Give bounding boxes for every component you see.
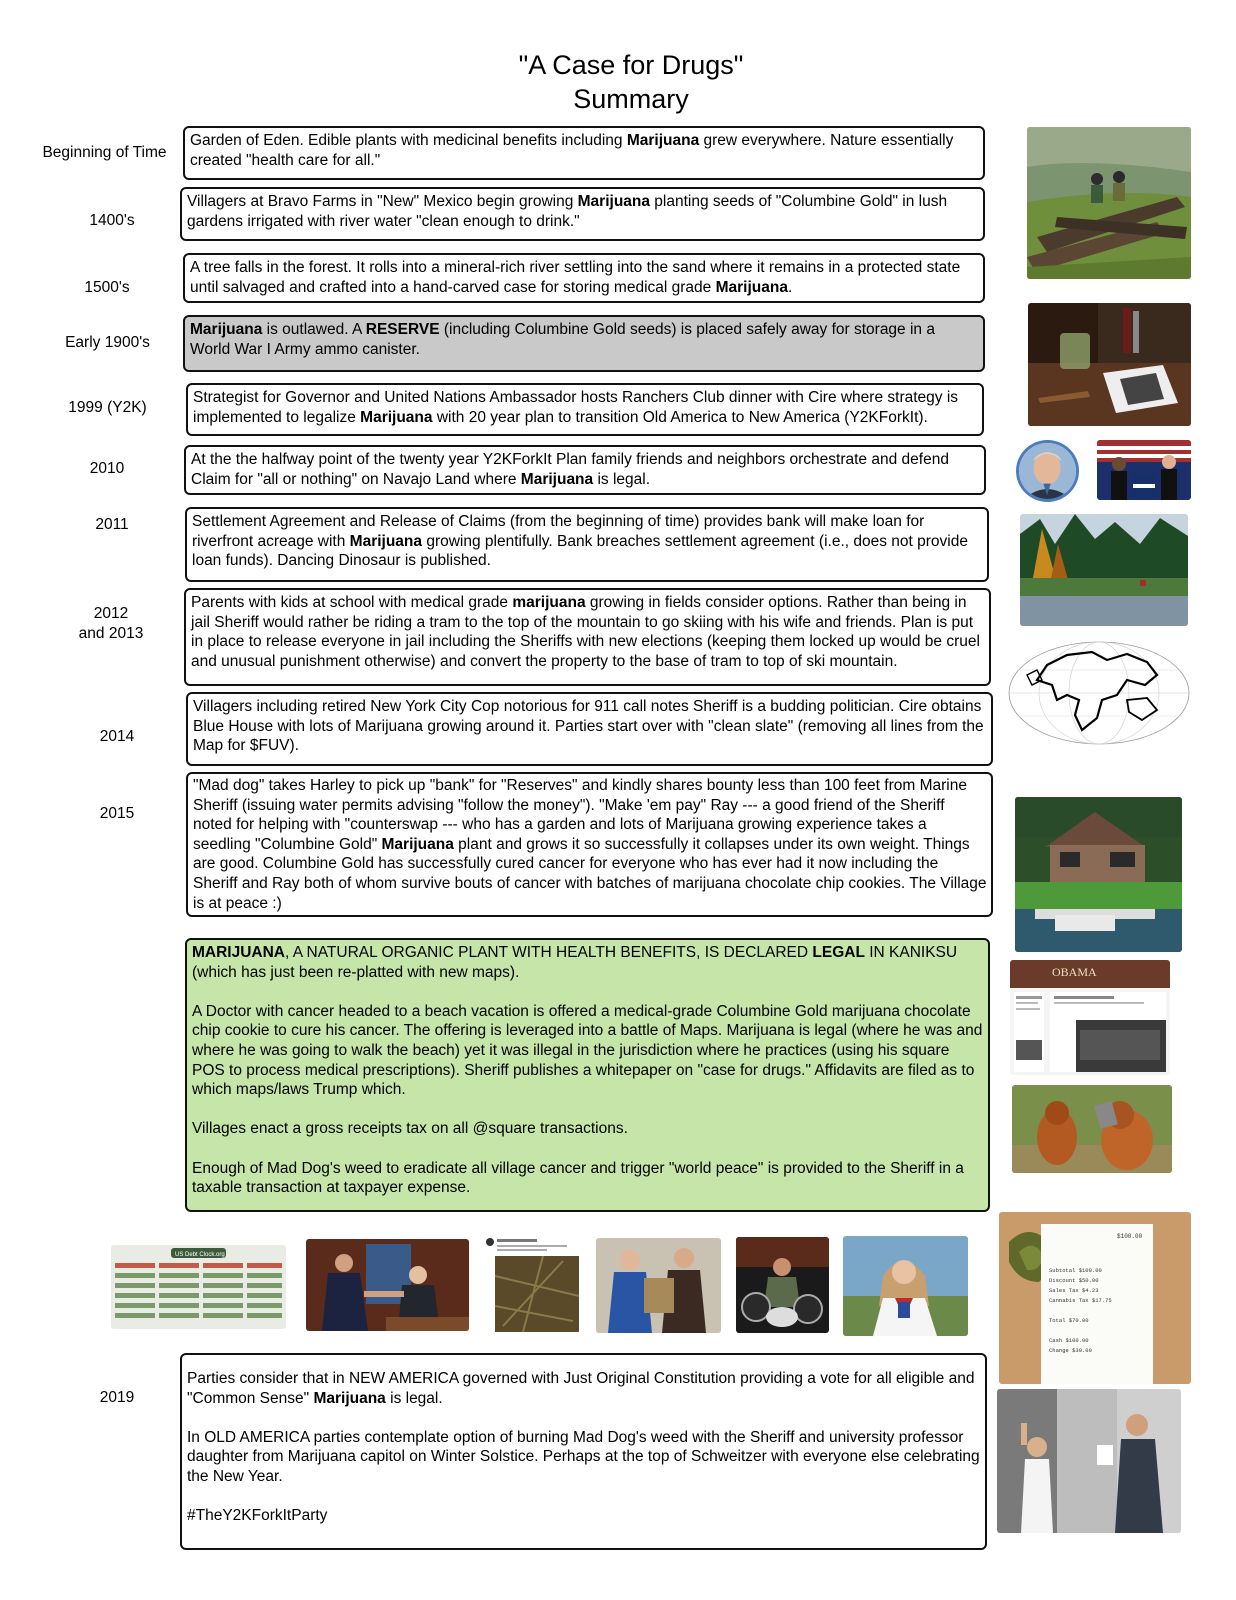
text-segment: "Mad dog" takes Harley to pick up "bank" for "Reserves" and kindly shares bounty less than 100 feet from Marine Sheriff (issuing water permits advising "follow the money"). "Make 'em pay" Ray --- a good friend of the Sheriff noted for helping with "counterswap --- who has a garden and lots of Marijuana growing experience takes a seedling "Columbine Gold" — [193, 777, 967, 853]
timeline-label: 2014 — [99, 728, 135, 745]
entry-text — [192, 512, 983, 571]
entry-text — [190, 258, 979, 297]
text-segment: planting seeds of "Columbine Gold" in lush gardens irrigated with river water "clean enough to drink." — [187, 193, 948, 230]
legal-declaration-box — [185, 938, 990, 1212]
timeline-entry-box — [186, 383, 984, 436]
bold-keyword: Marijuana — [381, 835, 454, 853]
autumn-lake-photo — [1020, 514, 1188, 626]
receipt-line: Sales Tax $4.23 — [1049, 1287, 1099, 1294]
text-segment: Settlement Agreement and Release of Claims (from the beginning of time) provides bank will make loan for riverfront acreage with — [192, 513, 925, 550]
bold-keyword: LEGAL — [812, 944, 865, 961]
receipt-line: Total $70.00 — [1049, 1317, 1089, 1324]
paragraph — [192, 1002, 984, 1100]
receipt-line: $100.00 — [1117, 1233, 1143, 1240]
timeline-entry-box — [184, 588, 991, 686]
timeline-entry-box — [183, 126, 985, 180]
text-segment: Strategist for Governor and United Nations Ambassador hosts Ranchers Club dinner with Cire where strategy is implemented to legalize — [193, 389, 959, 426]
text-segment: . — [787, 278, 793, 296]
paragraph — [192, 1159, 984, 1198]
bold-keyword: Marijuana — [360, 408, 433, 426]
river-logs-photo — [1027, 127, 1191, 279]
world-map-outline-drawing — [1007, 640, 1191, 746]
bold-keyword: Marijuana — [715, 278, 788, 296]
twitter-brush-screenshot — [483, 1236, 581, 1332]
timeline-label: 2015 — [99, 805, 135, 822]
entry-text — [190, 131, 979, 170]
entry-text — [190, 320, 979, 359]
bold-keyword: RESERVE — [365, 321, 440, 338]
debt-clock-screenshot — [111, 1245, 286, 1329]
text-segment: A Doctor with cancer headed to a beach vacation is offered a medical-grade Columbine Gold marijuana chocolate chip cookie to cure his cancer. The offering is leveraged into a battle of Maps. Marijuana is legal (where he was and where he was going to walk the beach) yet it was illegal in the jurisdiction where he practices (using his square POS to process medical prescriptions). Sheriff publishes a whitepaper on "case for drugs." Affidavits are filed as to which maps/laws Trump which. — [192, 1002, 983, 1099]
timeline-entry-box — [180, 187, 985, 241]
paragraph — [187, 1428, 981, 1487]
timeline-label: 2010 — [89, 460, 125, 477]
text-segment: (including Columbine Gold seeds) is placed safely away for storage in a World War I Army ammo canister. — [190, 321, 935, 358]
timeline-label: Early 1900's — [65, 334, 150, 351]
text-segment: Garden of Eden. Edible plants with medicinal benefits including — [190, 132, 627, 149]
text-segment: At the the halfway point of the twenty year Y2KForkIt Plan family friends and neighbors orchestrate and defend Claim for "all or nothing" on Navajo Land where — [191, 451, 949, 488]
timeline-label: 2011 — [95, 516, 129, 533]
handshake-office-photo — [306, 1239, 469, 1331]
text-segment: Villagers including retired New York City Cop notorious for 911 call notes Sheriff is a budding politician. Cire obtains Blue House with lots of Marijuana growing around it. Parties start over with "clean slate" (removing all lines from the Map for $FUV). — [193, 698, 984, 755]
text-segment: Parents with kids at school with medical grade — [191, 594, 513, 611]
text-segment: A tree falls in the forest. It rolls into a mineral-rich river settling into the sand where it remains in a protected state until salvaged and crafted into a hand-carved case for storing medical grade — [190, 259, 961, 296]
text-segment: #TheY2KForkItParty — [187, 1507, 328, 1525]
timeline-entry-box-highlight — [183, 315, 985, 372]
paragraph — [187, 1369, 981, 1408]
text-segment: , A NATURAL ORGANIC PLANT WITH HEALTH BENEFITS, IS DECLARED — [285, 944, 813, 961]
bold-keyword: Marijuana — [626, 132, 700, 149]
entry-text — [193, 388, 978, 427]
text-segment: growing plentifully. Bank breaches settlement agreement (i.e., does not provide loan funds). Dancing Dinosaur is published. — [192, 532, 968, 570]
receipt-and-bud-photo — [999, 1212, 1191, 1384]
bold-keyword: Marijuana — [520, 470, 594, 488]
book-cover-title: OBAMA — [1052, 965, 1097, 979]
receipt-line: Cash $100.00 — [1049, 1337, 1089, 1344]
man-portrait-photo — [1016, 440, 1079, 502]
paragraph — [187, 1506, 981, 1526]
text-segment: is legal. — [385, 1389, 443, 1407]
bold-keyword: Marijuana — [577, 193, 650, 210]
title-line-1: "A Case for Drugs" — [518, 50, 744, 80]
entry-text — [193, 776, 987, 913]
paragraph — [192, 1119, 984, 1139]
text-segment: is outlawed. A — [262, 321, 366, 338]
timeline-label-line2: and 2013 — [78, 625, 144, 642]
table-with-jar-photo — [1028, 303, 1191, 426]
text-segment: growing in fields consider options. Rather than being in jail Sheriff would rather be riding a tram to the top of the mountain to go skiing with his wife and friends. Plan is put in place to release everyone in jail including the Sheriffs with new elections (keeping them locked up would be cruel and unusual punishment otherwise) and convert the property to the base of tram to top of ski mountain. — [191, 594, 980, 670]
timeline-label — [55, 604, 167, 644]
text-segment: with 20 year plan to transition Old America to New America (Y2KForkIt). — [432, 408, 928, 426]
receipt-line: Subtotal $100.00 — [1049, 1267, 1102, 1274]
presidential-stage-photo — [1097, 440, 1191, 500]
timeline-label-line1: 2012 — [93, 605, 129, 622]
entry-text — [187, 192, 979, 231]
text-segment: grew everywhere. Nature essentially created "health care for all." — [190, 132, 954, 169]
entry-text — [191, 593, 985, 671]
page-title — [0, 48, 1236, 116]
entry-text — [193, 697, 987, 756]
two-men-holding-bag-photo — [596, 1238, 721, 1333]
text-segment: Villages enact a gross receipts tax on all @square transactions. — [192, 1120, 628, 1138]
text-segment: Parties consider that in NEW AMERICA governed with Just Original Constitution providing a vote for all eligible and "Common Sense" — [187, 1370, 975, 1407]
bold-keyword: marijuana — [512, 594, 586, 611]
book-and-twitter-screenshot — [1010, 960, 1170, 1075]
title-line-2: Summary — [573, 84, 689, 114]
timeline-entry-box — [184, 445, 986, 495]
timeline-entry-box — [186, 692, 993, 766]
text-segment: In OLD AMERICA parties contemplate option of burning Mad Dog's weed with the Sheriff and university professor daughter from Marijuana capitol on Winter Solstice. Perhaps at the top of Schweitzer with everyone else celebrating the New Year. — [187, 1428, 980, 1485]
paragraph — [192, 943, 984, 982]
drummer-photo — [736, 1237, 829, 1333]
text-segment: Enough of Mad Dog's weed to eradicate all village cancer and trigger "world peace" is provided to the Sheriff in a taxable transaction at taxpayer expense. — [192, 1159, 964, 1197]
woman-portrait-photo — [843, 1236, 968, 1336]
timeline-entry-box — [183, 253, 985, 303]
orangutans-tablet-photo — [1012, 1085, 1172, 1173]
text-segment: is legal. — [593, 470, 651, 488]
bold-keyword: Marijuana — [313, 1389, 386, 1407]
bold-keyword: Marijuana — [190, 321, 263, 338]
entry-text — [191, 450, 980, 489]
debt-clock-title: US Debt Clock.org — [175, 1252, 225, 1258]
timeline-label: 2019 — [99, 1389, 135, 1406]
bold-keyword: Marijuana — [349, 532, 423, 550]
timeline-label: 1999 (Y2K) — [68, 399, 147, 416]
timeline-label: Beginning of Time — [42, 144, 167, 161]
lakeside-house-photo — [1015, 797, 1182, 952]
timeline-entry-box — [186, 772, 993, 917]
final-2019-box — [180, 1353, 987, 1550]
timeline-label: 1500's — [84, 279, 130, 296]
receipt-line: Change $30.00 — [1049, 1347, 1092, 1354]
bold-keyword: MARIJUANA — [192, 944, 285, 961]
oath-ceremony-photo — [997, 1389, 1181, 1533]
timeline-label: 1400's — [89, 212, 135, 229]
text-segment: plant and grows it so successfully it collapses under its own weight. Things are good. Columbine Gold has successfully cured cancer for everyone who has ever had it now including the Sheriff and Ray both of whom survive bouts of cancer with batches of marijuana chocolate chip cookies. The Village is at peace :) — [193, 835, 987, 912]
receipt-line: Cannabis Tax $17.75 — [1049, 1297, 1112, 1304]
text-segment: IN KANIKSU (which has just been re-platted with new maps). — [192, 944, 958, 981]
receipt-line: Discount $50.00 — [1049, 1277, 1099, 1284]
timeline-entry-box — [185, 507, 989, 582]
text-segment: Villagers at Bravo Farms in "New" Mexico begin growing — [187, 193, 578, 210]
